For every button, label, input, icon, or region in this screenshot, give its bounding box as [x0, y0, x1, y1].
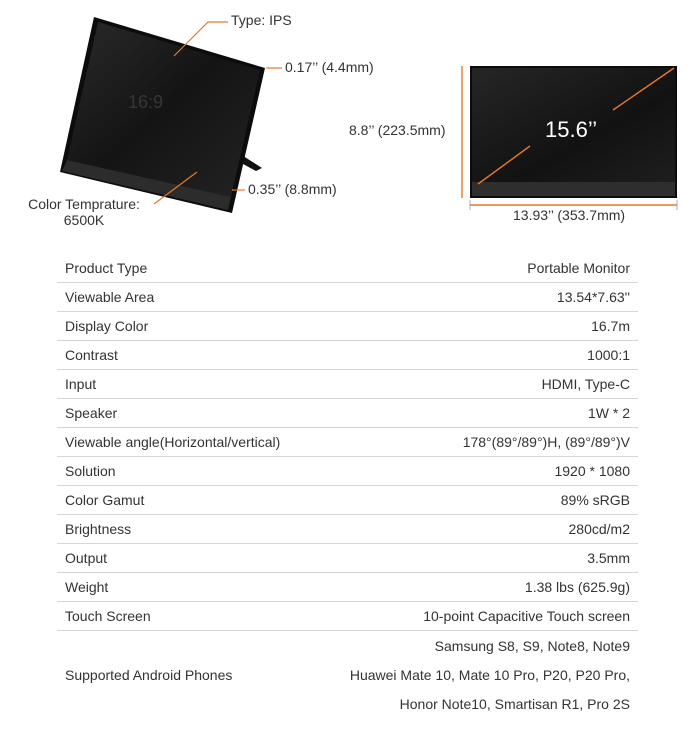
spec-row-speaker — [57, 399, 638, 428]
spec-row-supported-phones — [57, 631, 638, 719]
front-monitor-chin — [472, 182, 675, 196]
angled-monitor — [60, 17, 265, 213]
color-temp-label: Color Temprature: — [28, 196, 140, 212]
spec-label: Product Type — [65, 260, 148, 276]
color-temp-callout — [14, 196, 154, 228]
phones-line: Huawei Mate 10, Mate 10 Pro, P20, P20 Pro, — [349, 666, 630, 683]
diagonal-size-label: 15.6’’ — [545, 117, 598, 142]
spec-label: Display Color — [65, 318, 149, 334]
phones-line: Samsung S8, S9, Note8, Note9 — [434, 637, 630, 654]
spec-value: 280cd/m2 — [568, 521, 630, 537]
spec-value: 1W * 2 — [587, 405, 630, 421]
spec-label: Solution — [65, 463, 116, 479]
spec-label: Supported Android Phones — [65, 667, 233, 683]
type-callout: Type: IPS — [231, 12, 292, 28]
top-thickness-callout: 0.17’’ (4.4mm) — [285, 59, 374, 75]
spec-value: 1000:1 — [587, 347, 630, 363]
spec-value: 13.54*7.63'' — [556, 289, 630, 305]
spec-label: Brightness — [65, 521, 132, 537]
bottom-thickness-callout: 0.35’’ (8.8mm) — [248, 181, 337, 197]
spec-row-output — [57, 544, 638, 573]
spec-value: 10-point Capacitive Touch screen — [423, 608, 630, 624]
spec-row-solution — [57, 457, 638, 486]
spec-row-viewable-angle — [57, 428, 638, 457]
color-temp-value: 6500K — [63, 212, 105, 228]
spec-value: 89% sRGB — [560, 492, 630, 508]
spec-label: Speaker — [65, 405, 118, 421]
spec-label: Color Gamut — [65, 492, 145, 508]
spec-value: Portable Monitor — [527, 260, 630, 276]
spec-label: Viewable Area — [65, 289, 155, 305]
spec-value: HDMI, Type-C — [541, 376, 630, 392]
spec-value: 1.38 lbs (625.9g) — [524, 579, 630, 595]
product-figure — [0, 0, 695, 250]
spec-value: 3.5mm — [587, 550, 630, 566]
spec-value: 178°(89°/89°)H, (89°/89°)V — [462, 434, 630, 450]
spec-label: Viewable angle(Horizontal/vertical) — [65, 434, 281, 450]
spec-value: 1920 * 1080 — [554, 463, 630, 479]
aspect-ratio-label: 16:9 — [128, 92, 164, 112]
spec-row-touch-screen — [57, 602, 638, 631]
spec-row-weight — [57, 573, 638, 602]
spec-label: Touch Screen — [65, 608, 151, 624]
phones-line: Honor Note10, Smartisan R1, Pro 2S — [399, 695, 630, 712]
width-dimension-label: 13.93’’ (353.7mm) — [513, 207, 626, 223]
spec-table — [57, 254, 638, 719]
spec-label: Output — [65, 550, 108, 566]
spec-label: Input — [65, 376, 97, 392]
spec-row-brightness — [57, 515, 638, 544]
spec-row-color-gamut — [57, 486, 638, 515]
height-dimension-label: 8.8’’ (223.5mm) — [349, 122, 446, 138]
spec-row-viewable-area — [57, 283, 638, 312]
spec-row-contrast — [57, 341, 638, 370]
spec-row-display-color — [57, 312, 638, 341]
spec-value: 16.7m — [591, 318, 630, 334]
spec-label: Weight — [65, 579, 109, 595]
spec-row-product-type — [57, 254, 638, 283]
spec-row-input — [57, 370, 638, 399]
supported-phones-list — [350, 632, 630, 719]
spec-label: Contrast — [65, 347, 118, 363]
